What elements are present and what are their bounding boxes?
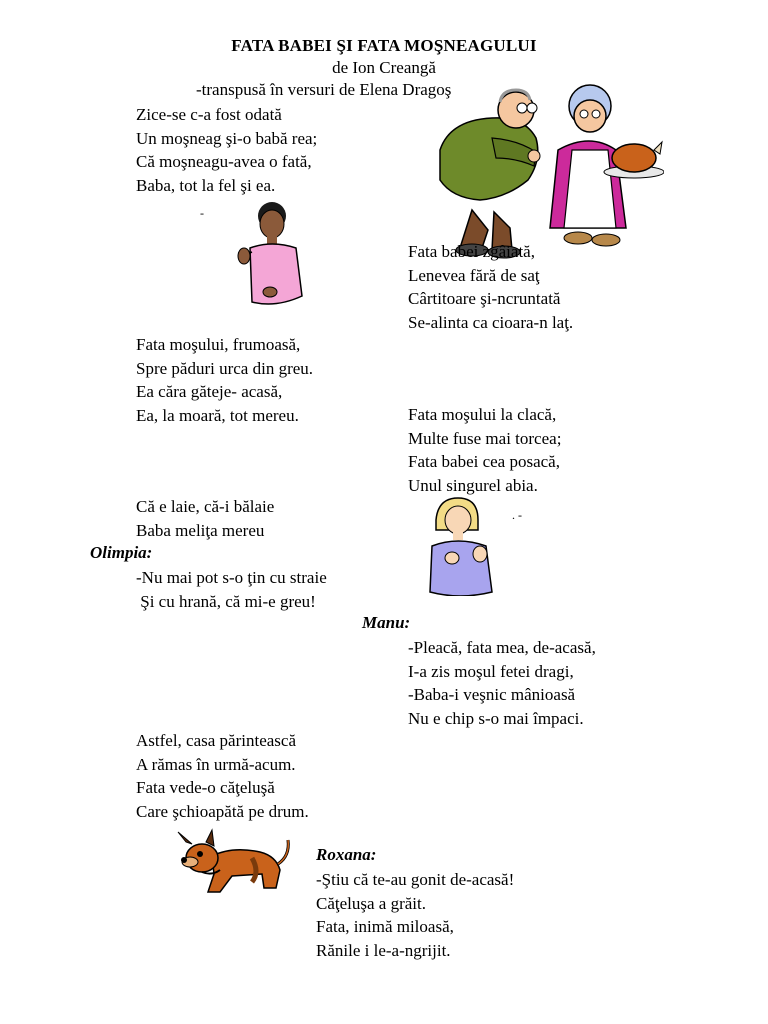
verse-line: Lenevea fără de saţ [408,265,540,285]
verse-line: Ea, la moară, tot mereu. [136,405,299,425]
dots-mark: . - [512,508,522,522]
verse-line: -Nu mai pot s-o ţin cu straie [136,568,327,587]
verse-line: Fata babei cea posacă, [408,452,560,471]
verse-line: Zice-se c-a fost odată [136,105,282,124]
verse-line: Un moşneag şi-o babă rea; [136,128,318,148]
poem-title: FATA BABEI ŞI FATA MOŞNEAGULUI [231,36,537,55]
stanza-manu [408,636,596,730]
old-couple-icon [432,80,664,262]
verse-line: A rămas în urmă-acum. [136,754,296,774]
stanza-3 [136,333,313,427]
old-man-figure [440,90,540,258]
verse-line: Multe fuse mai torcea; [408,428,562,448]
speaker-roxana: Roxana: [316,845,377,864]
verse-line: -Ştiu că te-au gonit de-acasă! [316,870,515,889]
verse-line: Spre păduri urca din greu. [136,358,314,378]
verse-line: Fata babei zgâiată, [408,242,535,261]
verse-line: Fata vede-o căţeluşă [136,778,275,797]
stanza-5 [136,495,274,542]
stanza-2 [408,240,573,334]
verse-line: Rănile i le-a-ngrijit. [316,940,451,960]
stanza-roxana [316,868,514,962]
girl-pink-shirt-icon [236,196,312,314]
verse-line: Că moşneagu-avea o fată, [136,152,312,171]
verse-line: Fata moşului la clacă, [408,405,557,424]
verse-line: Care şchioapătă pe drum. [136,801,309,821]
verse-line: -Pleacă, fata mea, de-acasă, [408,638,596,657]
verse-line: Baba meliţa mereu [136,520,265,540]
verse-line: Unul singurel abia. [408,475,538,495]
speaker-olimpia: Olimpia: [90,543,153,562]
verse-line: Fata, inimă miloasă, [316,917,454,936]
stanza-4 [408,403,561,497]
verse-line: Nu e chip s-o mai împaci. [408,708,584,728]
verse-line: -Baba-i veşnic mânioasă [408,685,576,704]
verse-line: Ea căra găteje- acasă, [136,382,283,401]
poem-author: de Ion Creangă [332,58,436,77]
stanza-8 [136,729,309,823]
old-woman-figure [550,85,664,246]
verse-line: Cârtitoare şi-ncruntată [408,289,561,308]
stanza-olimpia [136,566,327,613]
speaker-manu: Manu: [362,613,411,632]
verse-line: Astfel, casa părintească [136,731,296,750]
poem-transposer: -transpusă în versuri de Elena Dragoş [196,80,452,99]
verse-line: Căţeluşa a grăit. [316,893,426,913]
stanza-1 [136,103,317,197]
verse-line: Şi cu hrană, că mi-e greu! [136,591,316,611]
verse-line: Fata moşului, frumoasă, [136,335,301,354]
verse-line: Se-alinta ca cioara-n laţ. [408,312,574,332]
verse-line: Că e laie, că-i bălaie [136,497,275,516]
dash-mark: - [200,206,204,220]
girl-blond-icon [428,496,500,596]
verse-line: I-a zis moşul fetei dragi, [408,661,574,681]
verse-line: Baba, tot la fel şi ea. [136,175,276,195]
dog-icon [172,826,292,908]
